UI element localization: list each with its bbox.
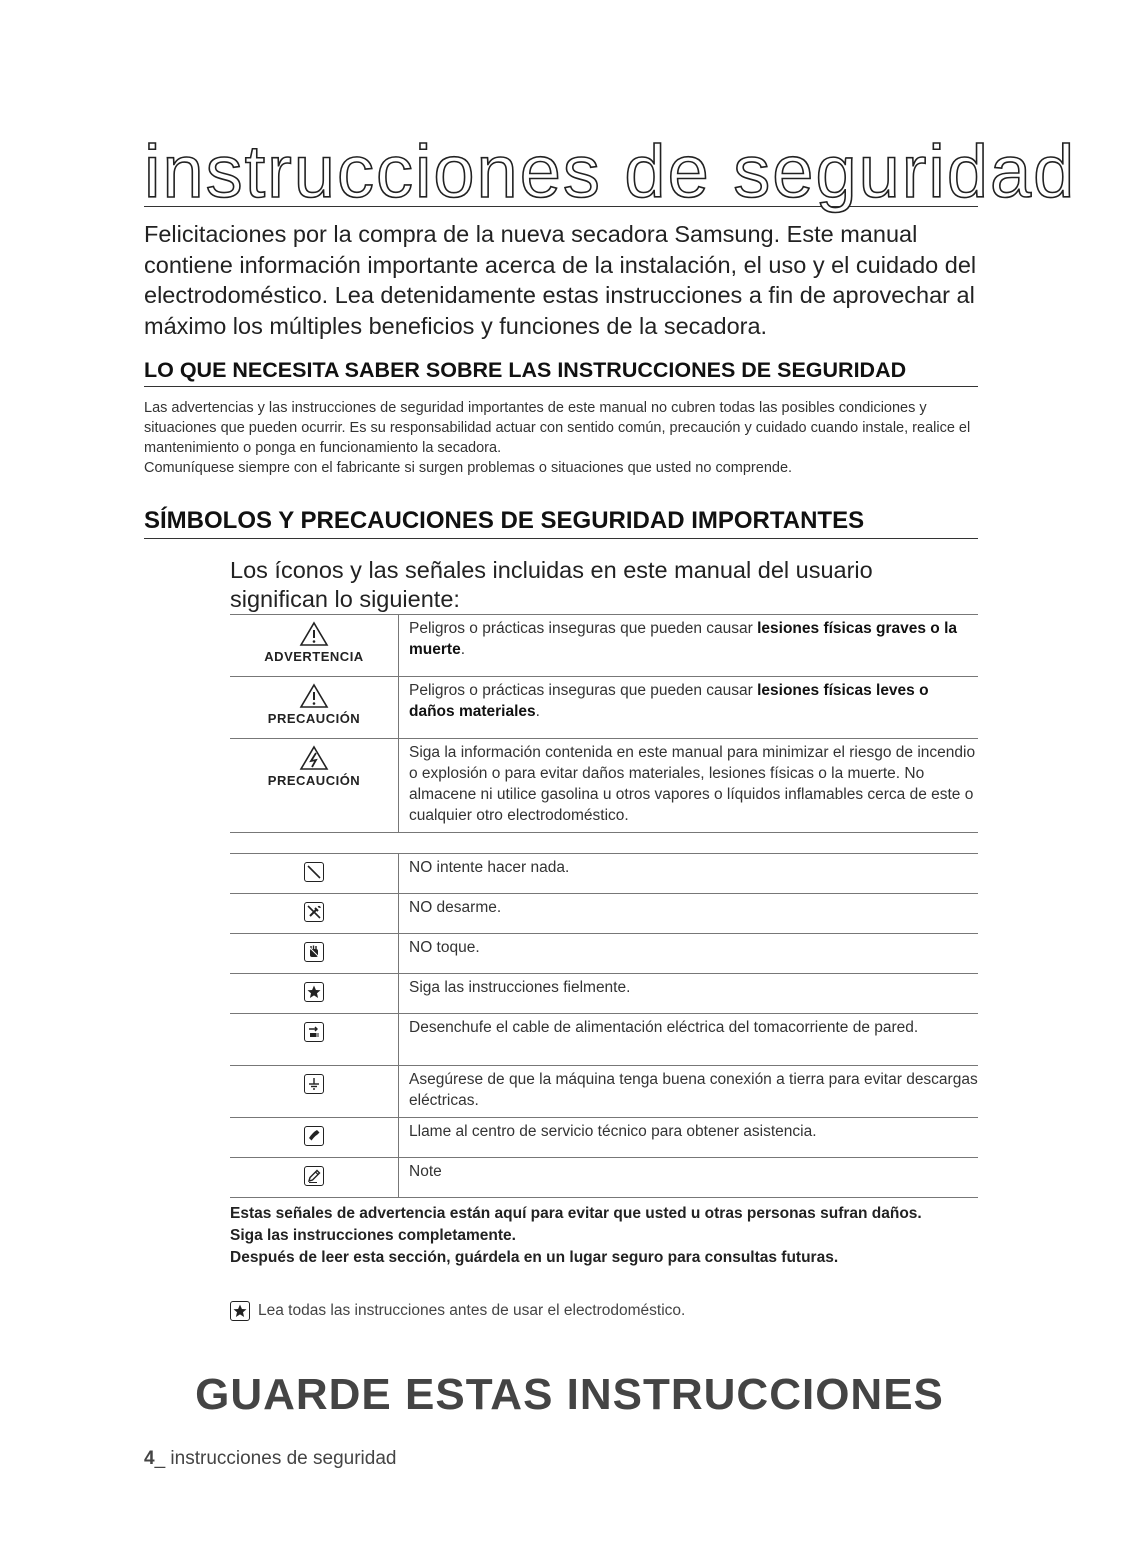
section-know-para-2: Comuníquese siempre con el fabricante si surgen problemas o situaciones que usted no comprende. xyxy=(144,460,793,476)
warning-text: Peligros o prácticas inseguras que pueden causar lesiones físicas leves o daños materiales. xyxy=(399,677,979,739)
warning-triangle-icon xyxy=(299,683,329,709)
footer-warning-line-3: Después de leer esta sección, guárdela en un lugar seguro para consultas futuras. xyxy=(230,1249,839,1266)
star-follow-icon xyxy=(230,1301,250,1321)
note-pencil-icon xyxy=(304,1166,324,1186)
caution-label: PRECAUCIÓN xyxy=(267,711,361,726)
title-rule xyxy=(144,130,1077,213)
star-follow-icon xyxy=(304,982,324,1002)
caution-fire-label: PRECAUCIÓN xyxy=(267,773,361,788)
section-know-para-1: Las advertencias y las instrucciones de seguridad importantes de este manual no cubren todas las posibles condiciones y situaciones que pueden ocurrir. Es su responsabilidad actuar con sentido común, precaución y cuidado cuando instale, realice el mantenimiento o ponga en funcionamiento la secadora. xyxy=(144,400,971,456)
symbol-text: Note xyxy=(399,1158,979,1198)
symbol-text: NO desarme. xyxy=(399,894,979,934)
no-disassemble-icon xyxy=(304,902,324,922)
symbol-text: NO toque. xyxy=(399,934,979,974)
no-touch-icon xyxy=(304,942,324,962)
table-row xyxy=(230,854,978,894)
footer-warning-line-2: Siga las instrucciones completamente. xyxy=(230,1227,516,1244)
symbol-text: Llame al centro de servicio técnico para obtener asistencia. xyxy=(399,1118,979,1158)
table-row xyxy=(230,677,978,739)
page-number: 4 xyxy=(144,1448,155,1469)
symbols-subtitle: Los íconos y las señales incluidas en este manual del usuario significan lo siguiente: xyxy=(230,557,873,612)
warning-text: Peligros o prácticas inseguras que pueden causar lesiones físicas graves o la muerte. xyxy=(399,615,979,677)
page-footer xyxy=(144,1448,396,1470)
page-title: instrucciones de seguridad xyxy=(144,130,1077,213)
phone-service-icon xyxy=(304,1126,324,1146)
table-row xyxy=(230,615,978,677)
table-row xyxy=(230,739,978,833)
page-footer-label: instrucciones de seguridad xyxy=(165,1448,397,1469)
intro-paragraph: Felicitaciones por la compra de la nueva secadora Samsung. Este manual contiene información importante acerca de la instalación, el uso y el cuidado del electrodoméstico. Lea detenidamente estas instrucciones a fin de aprovechar al máximo los múltiples beneficios y funciones de la secadora. xyxy=(144,221,977,339)
symbol-text: Desenchufe el cable de alimentación eléctrica del tomacorriente de pared. xyxy=(399,1014,979,1066)
ground-icon xyxy=(304,1074,324,1094)
table-row xyxy=(230,1158,978,1198)
symbol-text: NO intente hacer nada. xyxy=(399,854,979,894)
symbol-text: Siga las instrucciones fielmente. xyxy=(399,974,979,1014)
unplug-icon xyxy=(304,1022,324,1042)
read-all-note xyxy=(230,1301,685,1321)
warning-triangle-icon xyxy=(299,621,329,647)
page-footer-separator: _ xyxy=(154,1448,166,1469)
footer-warnings xyxy=(230,1203,990,1269)
read-all-text: Lea todas las instrucciones antes de usar el electrodoméstico. xyxy=(258,1302,686,1319)
section-heading-symbols: SÍMBOLOS Y PRECAUCIONES DE SEGURIDAD IMPORTANTES xyxy=(144,506,978,539)
table-row xyxy=(230,1066,978,1118)
warning-table xyxy=(230,614,978,833)
fire-hazard-triangle-icon xyxy=(299,745,329,771)
table-row xyxy=(230,934,978,974)
symbol-table xyxy=(230,853,978,1198)
section-know-body xyxy=(144,398,984,478)
section-heading-know: LO QUE NECESITA SABER SOBRE LAS INSTRUCCIONES DE SEGURIDAD xyxy=(144,356,978,387)
table-row xyxy=(230,1014,978,1066)
footer-warning-line-1: Estas señales de advertencia están aquí para evitar que usted u otras personas sufran daños. xyxy=(230,1205,922,1222)
table-row xyxy=(230,1118,978,1158)
table-row xyxy=(230,894,978,934)
warning-label: ADVERTENCIA xyxy=(264,649,364,664)
save-instructions-banner: GUARDE ESTAS INSTRUCCIONES xyxy=(195,1370,944,1419)
warning-text: Siga la información contenida en este manual para minimizar el riesgo de incendio o explosión o para evitar daños materiales, lesiones físicas o la muerte. No almacene ni utilice gasolina u otros vapores o líquidos inflamables cerca de este o cualquier otro electrodoméstico. xyxy=(399,739,979,833)
table-row xyxy=(230,974,978,1014)
prohibited-icon xyxy=(304,862,324,882)
symbol-text: Asegúrese de que la máquina tenga buena conexión a tierra para evitar descargas eléctricas. xyxy=(399,1066,979,1118)
